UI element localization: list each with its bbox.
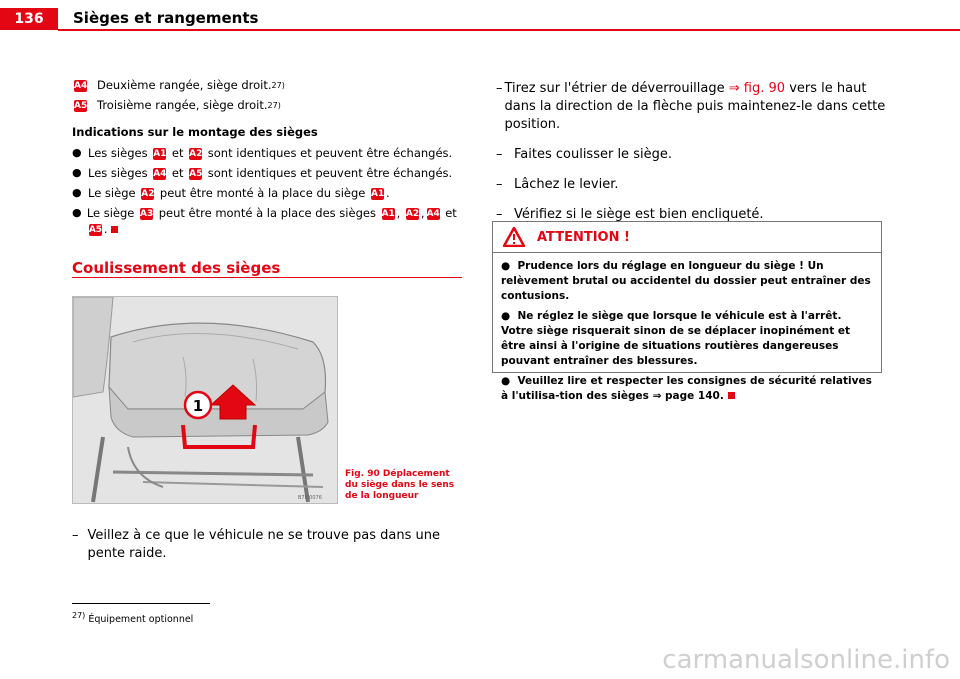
step-text: Veillez à ce que le véhicule ne se trouve pas dans une pente raide. xyxy=(87,528,440,561)
left-column xyxy=(72,78,462,241)
end-mark xyxy=(728,392,735,399)
page-link[interactable]: ⇒ page 140. xyxy=(652,390,724,402)
footnote-ref: 27) xyxy=(271,81,285,90)
seat-illustration xyxy=(73,297,337,503)
step-dash: – xyxy=(496,177,503,192)
step-item xyxy=(496,146,886,164)
end-mark xyxy=(111,226,118,233)
seat-list-text: Deuxième rangée, siège droit. xyxy=(97,78,272,92)
seat-badge-a5: A5 xyxy=(74,100,88,111)
warning-item: ● Ne réglez le siège que lorsque le véhicule est à l'arrêt. Votre siège risquerait sinon de se déplacer inopinément et être ainsi à l'origine de situations routières dangereuses pouvant entraîner des blessures. xyxy=(501,310,851,367)
seat-badge: A4 xyxy=(426,208,440,219)
bullet-dot: ● xyxy=(72,146,82,159)
bullet-text: Le siège A2 peut être monté à la place du siège A1 . xyxy=(88,186,390,200)
watermark: carmanualsonline.info xyxy=(662,645,950,675)
figure-seat-adjust xyxy=(72,296,338,504)
step-left xyxy=(72,527,462,563)
mounting-bullet xyxy=(72,205,462,237)
bullet-dot: ● xyxy=(72,166,82,179)
figure-caption: Fig. 90 Déplacement du siège dans le sens de la longueur xyxy=(345,469,455,501)
footnote-text: Équipement optionnel xyxy=(88,614,194,626)
warning-box xyxy=(492,221,882,402)
warning-item: ● Prudence lors du réglage en longueur du siège ! Un relèvement brutal ou accidentel du dossier peut entraîner des contusions. xyxy=(501,260,871,302)
seat-list-text: Troisième rangée, siège droit. xyxy=(97,98,268,112)
mounting-bullet xyxy=(72,145,462,161)
bullet-text: Le siège A3 peut être monté à la place des sièges A1 , A2 , A4 et A5 . xyxy=(86,206,457,236)
mounting-heading: Indications sur le montage des sièges xyxy=(72,125,318,139)
bullet-dot: ● xyxy=(72,186,82,199)
step-item xyxy=(496,80,886,134)
page-title: Sièges et rangements xyxy=(73,9,259,27)
header-rule xyxy=(58,29,960,31)
step-text: Tirez sur l'étrier de déverrouillage ⇒ fig. 90 vers le haut dans la direction de la flèche puis maintenez-le dans cette position. xyxy=(504,81,886,132)
footnote-mark: 27) xyxy=(72,611,86,620)
step-text: Faites coulisser le siège. xyxy=(514,147,672,162)
section-rule xyxy=(72,277,462,278)
figure-callout: 1 xyxy=(192,397,204,415)
right-column xyxy=(496,80,886,236)
figure-link[interactable]: ⇒ fig. 90 xyxy=(728,81,786,96)
seat-badge: A2 xyxy=(189,148,203,159)
seat-badge: A1 xyxy=(371,188,385,199)
seat-badge: A2 xyxy=(141,188,155,199)
bullet-dot: ● xyxy=(501,310,511,322)
mounting-bullet xyxy=(72,185,462,201)
warning-header xyxy=(493,222,881,253)
warning-title: ATTENTION ! xyxy=(537,229,630,245)
figure-code: B7K-0076 xyxy=(298,495,322,501)
mounting-bullet xyxy=(72,165,462,181)
step-dash: – xyxy=(496,81,503,96)
warning-body xyxy=(493,253,881,415)
step-text: Vérifiez si le siège est bien encliqueté. xyxy=(514,207,764,222)
warning-triangle-icon xyxy=(503,227,525,247)
seat-badge: A2 xyxy=(405,208,420,219)
warning-item: ● Veuillez lire et respecter les consignes de sécurité relatives à l'utilisa-tion des sièges ⇒ page 140. xyxy=(501,375,872,402)
step-dash: – xyxy=(72,528,79,543)
seat-list-item xyxy=(72,98,462,113)
seat-badge: A4 xyxy=(153,168,167,179)
seat-badge: A3 xyxy=(140,208,154,219)
section-title: Coulissement des sièges xyxy=(72,259,281,277)
step-item xyxy=(496,176,886,194)
page-number: 136 xyxy=(0,8,58,30)
seat-badge-a4: A4 xyxy=(74,80,88,91)
bullet-text: Les sièges A4 et A5 sont identiques et peuvent être échangés. xyxy=(88,166,453,180)
footnote xyxy=(72,611,193,625)
seat-list-item xyxy=(72,78,462,93)
seat-badge: A5 xyxy=(88,224,103,235)
footnote-rule xyxy=(72,603,210,604)
seat-badge: A5 xyxy=(189,168,203,179)
seat-badge: A1 xyxy=(153,148,167,159)
bullet-dot: ● xyxy=(72,206,82,219)
step-dash: – xyxy=(496,147,503,162)
step-dash: – xyxy=(496,207,503,222)
seat-badge: A1 xyxy=(381,208,395,219)
bullet-dot: ● xyxy=(501,375,511,387)
footnote-ref: 27) xyxy=(267,101,281,110)
bullet-text: Les sièges A1 et A2 sont identiques et peuvent être échangés. xyxy=(88,146,453,160)
bullet-dot: ● xyxy=(501,260,511,272)
step-text: Lâchez le levier. xyxy=(514,177,619,192)
